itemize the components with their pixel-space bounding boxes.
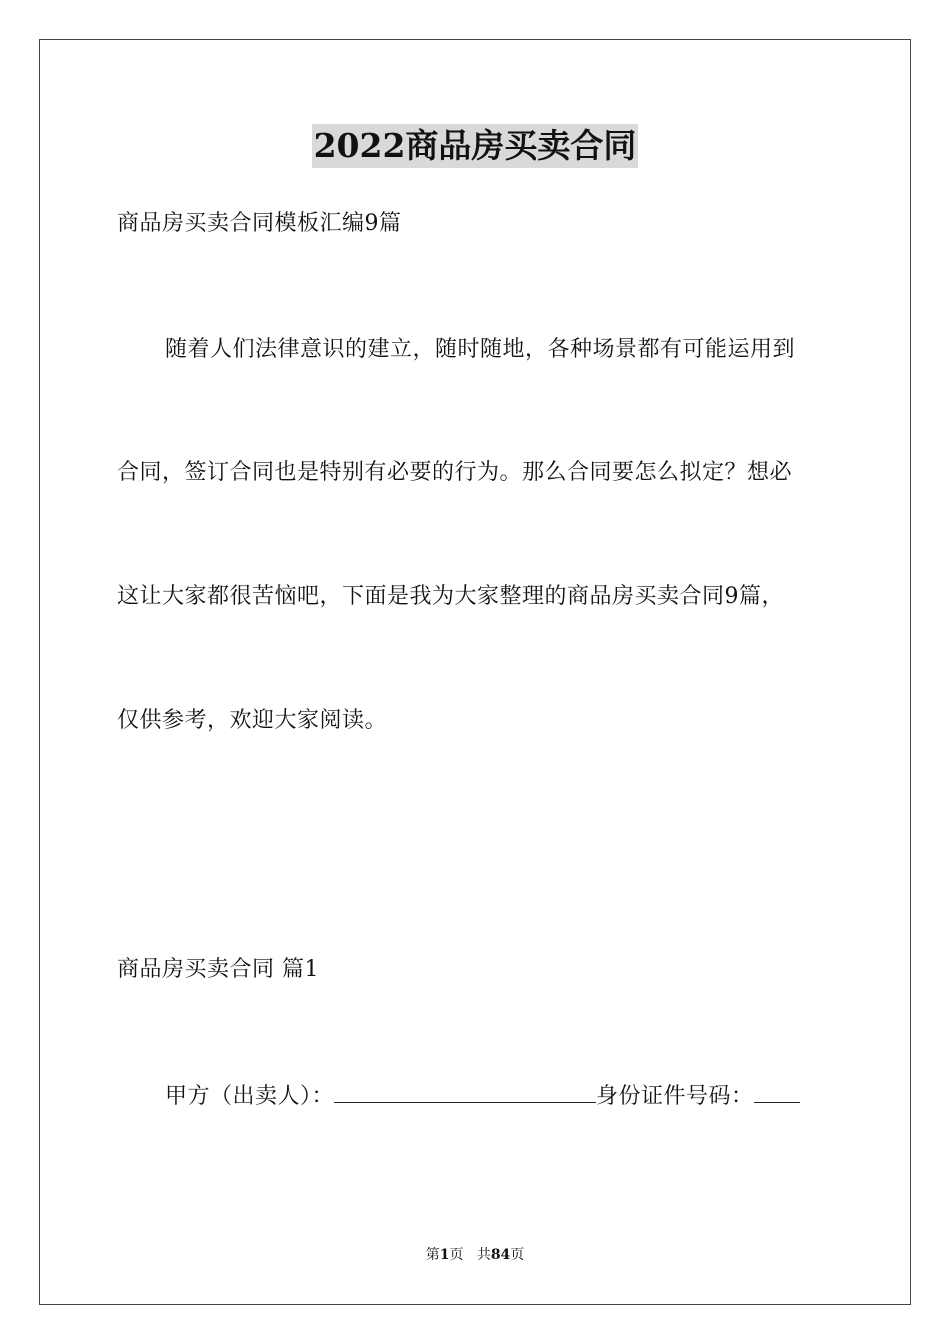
title-container [0, 124, 950, 168]
page-footer [0, 1245, 950, 1265]
party-a-label: 甲方（出卖人）： [165, 1084, 335, 1109]
document-subtitle: 商品房买卖合同模板汇编9篇 [117, 211, 402, 236]
document-title: 2022商品房买卖合同 [312, 124, 639, 168]
intro-line-2: 合同，签订合同也是特别有必要的行为。那么合同要怎么拟定？想必 [117, 460, 793, 485]
id-number-blank [754, 1080, 800, 1103]
section-heading: 商品房买卖合同 篇1 [117, 957, 319, 982]
intro-line-1: 随着人们法律意识的建立，随时随地，各种场景都有可能运用到 [165, 337, 796, 362]
total-suffix: 页 [510, 1247, 525, 1263]
total-prefix: 共 [476, 1247, 491, 1263]
page-prefix: 第 [425, 1247, 440, 1263]
id-label: 身份证件号码： [596, 1084, 754, 1109]
party-a-line [165, 1080, 800, 1112]
party-a-blank [334, 1080, 596, 1103]
page-number: 1 [439, 1247, 450, 1263]
intro-line-4: 仅供参考，欢迎大家阅读。 [117, 708, 388, 733]
page-suffix: 页 [449, 1247, 464, 1263]
total-pages: 84 [490, 1247, 511, 1263]
intro-line-3: 这让大家都很苦恼吧，下面是我为大家整理的商品房买卖合同9篇， [117, 584, 784, 609]
